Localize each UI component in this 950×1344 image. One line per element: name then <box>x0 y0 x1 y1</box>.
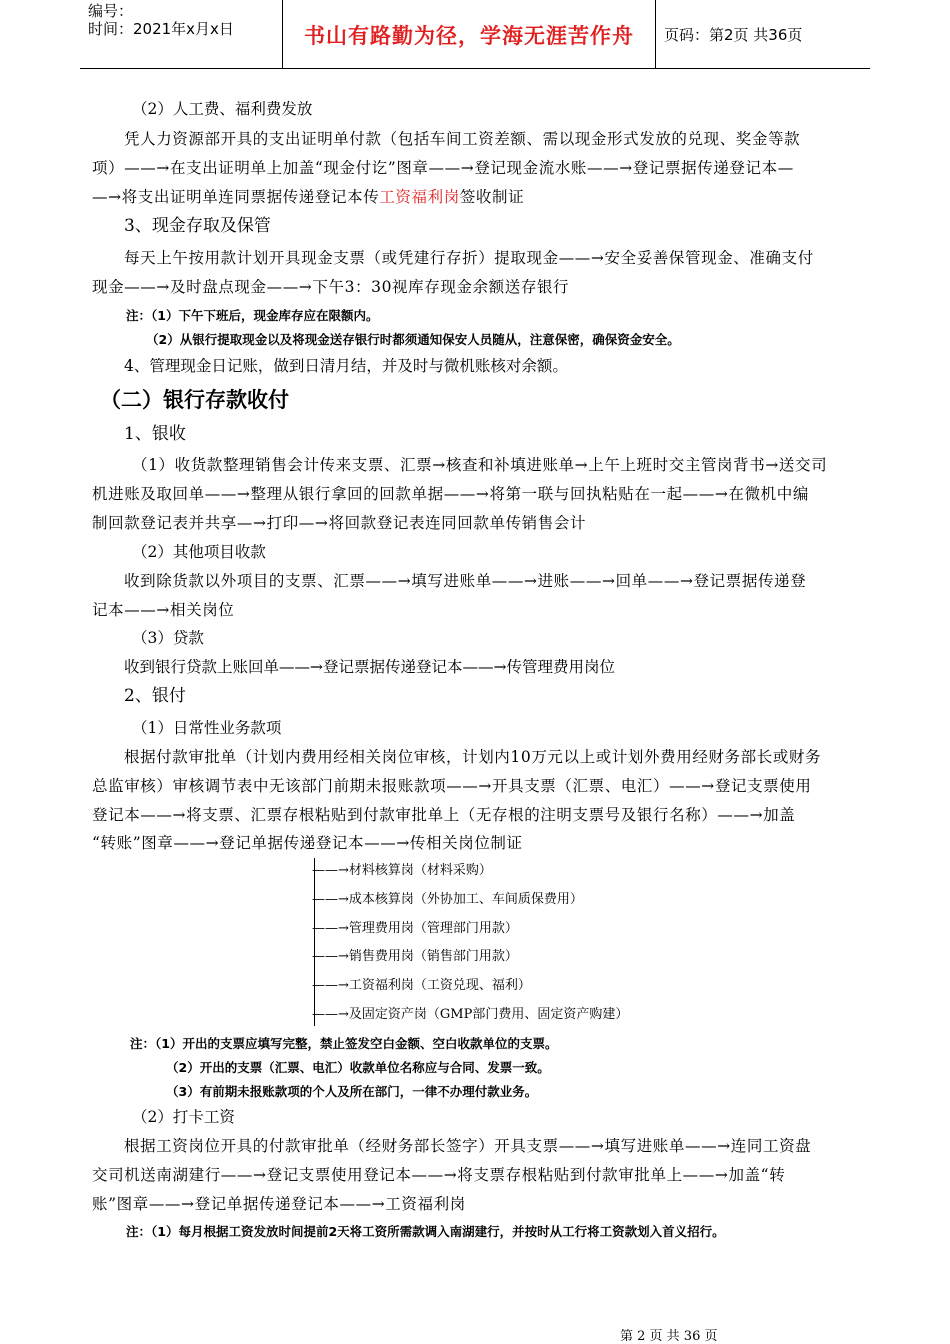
branch-item: ——→管理费用岗（管理部门用款） <box>312 921 518 936</box>
note-line: 注：（1）下午下班后，现金库存应在限额内。 <box>126 308 379 323</box>
paragraph-line: 制回款登记表并共享—→打印—→将回款登记表连同回款单传销售会计 <box>92 514 587 532</box>
paragraph-line: 根据工资岗位开具的付款审批单（经财务部长签字）开具支票——→填写进账单——→连同工资盘 <box>124 1137 812 1155</box>
note-line: （3）有前期未报账款项的个人及所在部门，一律不办理付款业务。 <box>166 1084 538 1099</box>
note-line: 注：（1）每月根据工资发放时间提前2天将工资所需款调入南湖建行，并按时从工行将工资款划入首义招行。 <box>126 1224 725 1239</box>
paragraph-line: 项）——→在支出证明单上加盖“现金付讫”图章——→登记现金流水账——→登记票据传递登记本— <box>92 159 794 177</box>
branch-item: ——→及固定资产岗（GMP部门费用、固定资产购建） <box>312 1007 629 1022</box>
paragraph-line: 机进账及取回单——→整理从银行拿回的回款单据——→将第一联与回执粘贴在一起——→在微机中编 <box>92 485 809 503</box>
note-line: （2）从银行提取现金以及将现金送存银行时都须通知保安人员随从，注意保密，确保资金安全。 <box>146 332 680 347</box>
doc-time-label: 时间：2021年x月x日 <box>88 20 234 38</box>
branch-connector-line <box>314 858 315 1026</box>
header-motto-cell <box>283 0 656 68</box>
branch-item: ——→材料核算岗（材料采购） <box>312 863 492 878</box>
branch-item: ——→销售费用岗（销售部门用款） <box>312 949 518 964</box>
section-heading: （二）银行存款收付 <box>100 388 289 412</box>
doc-number-label: 编号： <box>88 2 134 20</box>
paragraph-line: “转账”图章——→登记单据传递登记本——→传相关岗位制证 <box>92 834 523 852</box>
subheading: （2）人工费、福利费发放 <box>132 100 313 118</box>
subheading: （2）打卡工资 <box>132 1108 235 1126</box>
highlight-text: 工资福利岗 <box>379 188 460 206</box>
subheading: 1、银收 <box>124 424 186 444</box>
paragraph-line: 账”图章——→登记单据传递登记本——→工资福利岗 <box>92 1195 466 1213</box>
page-footer: 第 2 页 共 36 页 <box>620 1329 718 1344</box>
header-meta-cell <box>80 0 283 68</box>
paragraph-line: 交司机送南湖建行——→登记支票使用登记本——→将支票存根粘贴到付款审批单上——→加盖“转 <box>92 1166 786 1184</box>
subheading: （1）日常性业务款项 <box>132 719 282 737</box>
paragraph-line: 记本——→相关岗位 <box>92 601 235 619</box>
subheading: 3、现金存取及保管 <box>124 216 271 236</box>
paragraph-line: 登记本——→将支票、汇票存根粘贴到付款审批单上（无存根的注明支票号及银行名称）——→加盖 <box>92 806 796 824</box>
paragraph-line: 每天上午按用款计划开具现金支票（或凭建行存折）提取现金——→安全妥善保管现金、准确支付 <box>124 249 814 267</box>
page-header <box>80 0 870 69</box>
subheading: （3）贷款 <box>132 629 204 647</box>
header-page-info: 页码：第2页 共36页 <box>664 26 803 44</box>
paragraph-line: 根据付款审批单（计划内费用经相关岗位审核，计划内10万元以上或计划外费用经财务部长或财务 <box>124 748 822 766</box>
header-page-cell <box>656 0 870 68</box>
subheading: 2、银付 <box>124 686 186 706</box>
paragraph-line: 4、管理现金日记账，做到日清月结，并及时与微机账核对余额。 <box>124 357 568 375</box>
paragraph-line: 总监审核）审核调节表中无该部门前期未报账款项——→开具支票（汇票、电汇）——→登记支票使用 <box>92 777 812 795</box>
note-line: 注：（1）开出的支票应填写完整，禁止签发空白金额、空白收款单位的支票。 <box>130 1036 558 1051</box>
paragraph-line: 凭人力资源部开具的支出证明单付款（包括车间工资差额、需以现金形式发放的兑现、奖金等款 <box>124 130 801 148</box>
note-line: （2）开出的支票（汇票、电汇）收款单位名称应与合同、发票一致。 <box>166 1060 550 1075</box>
paragraph-line: 现金——→及时盘点现金——→下午3：30视库存现金余额送存银行 <box>92 278 570 296</box>
paragraph-line: —→将支出证明单连同票据传递登记本传工资福利岗签收制证 <box>92 188 525 206</box>
branch-item: ——→成本核算岗（外协加工、车间质保费用） <box>312 892 583 907</box>
subheading: （2）其他项目收款 <box>132 543 266 561</box>
header-motto: 书山有路勤为径，学海无涯苦作舟 <box>304 24 634 48</box>
branch-item: ——→工资福利岗（工资兑现、福利） <box>312 978 531 993</box>
paragraph-line: 收到银行贷款上账回单——→登记票据传递登记本——→传管理费用岗位 <box>124 658 615 676</box>
paragraph-line: （1）收货款整理销售会计传来支票、汇票→核查和补填进账单→上午上班时交主管岗背书→送交司 <box>132 456 828 474</box>
paragraph-line: 收到除货款以外项目的支票、汇票——→填写进账单——→进账——→回单——→登记票据传递登 <box>124 572 807 590</box>
